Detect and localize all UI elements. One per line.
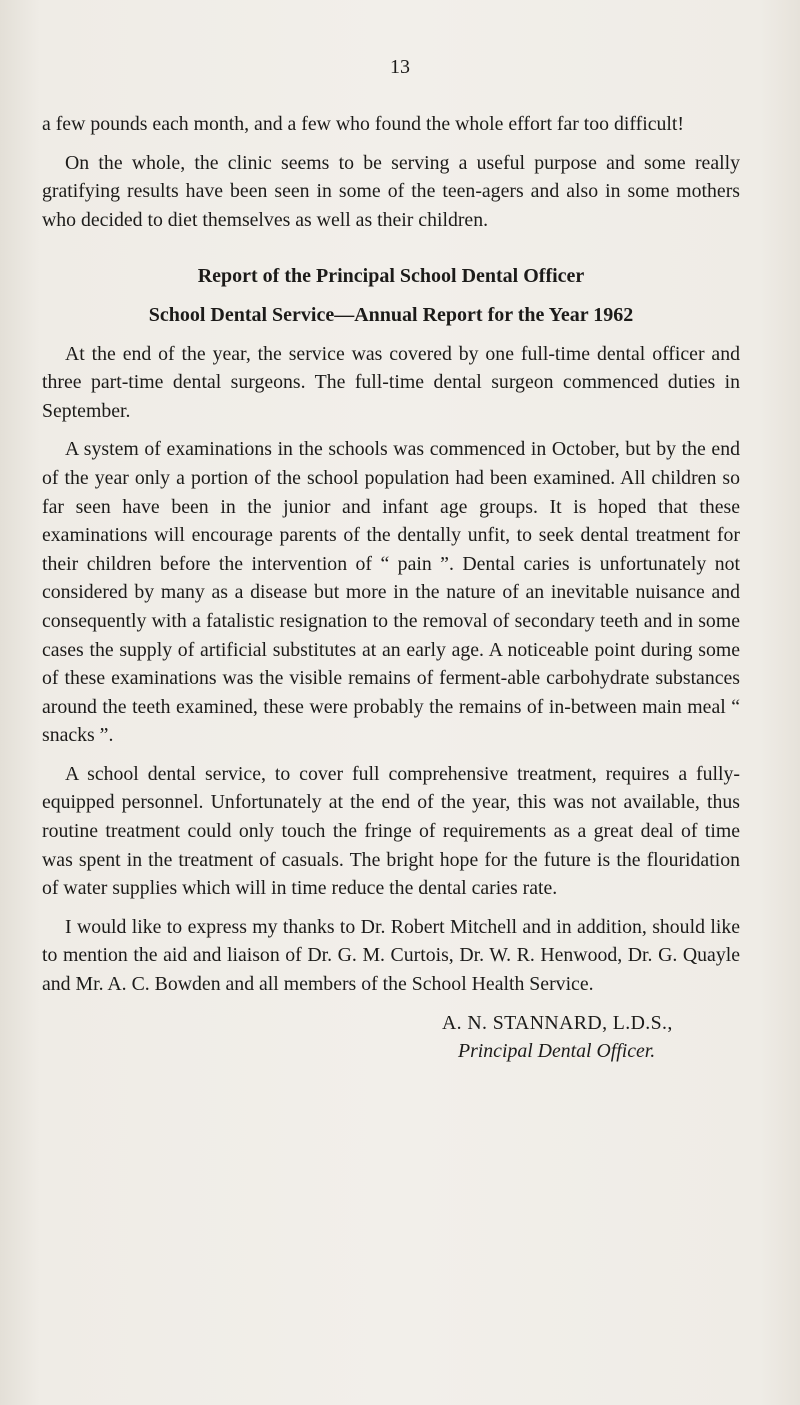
signature-name: A. N. STANNARD, L.D.S.,: [442, 1011, 673, 1034]
paragraph-thanks: I would like to express my thanks to Dr. Robert Mitchell and in addition, should like to mention the aid and liaison of Dr. G. M. Curtois, Dr. W. R. Henwood, Dr. G. Quayle and Mr. A. C. Bowden and all members of the School Health Service.: [42, 915, 740, 996]
page-content: [42, 110, 740, 1066]
paragraph-staffing: At the end of the year, the service was covered by one full-time dental officer and three part-time dental surgeons. The full-time dental surgeon commenced duties in September.: [42, 342, 740, 422]
page-number: 13: [390, 56, 410, 78]
paragraph-treatment: A school dental service, to cover full comprehensive treatment, requires a fully-equipped personnel. Unfortunately at the end of the year, this was not available, thus routine treatment could only touch the fringe of requirements as a great deal of time was spent in the treatment of casuals. The bright hope for the future is the flouridation of water supplies which will in time reduce the dental caries rate.: [42, 762, 740, 900]
paragraph-clinic-summary: On the whole, the clinic seems to be serving a useful purpose and some really gratifying results have been seen in some of the teen-agers and also in some mothers who decided to diet themselves as well as their children.: [42, 151, 740, 231]
signature-block: [42, 1009, 740, 1066]
report-subheading: School Dental Service—Annual Report for the Year 1962: [148, 303, 634, 326]
report-heading: Report of the Principal School Dental Officer: [197, 265, 585, 288]
paragraph-examinations: A system of examinations in the schools was commenced in October, but by the end of the year only a portion of the school population had been examined. All children so far seen have been in the junior and infant age groups. It is hoped that these examinations will encourage parents of the dentally unfit, to seek dental treatment for their children before the intervention of “ pain ”. Dental caries is unfortunately not considered by many as a disease but more in the nature of an inevitable nuisance and consequently with a fatalistic resignation to the removal of secondary teeth and in some cases the supply of artificial substitutes at an early age. A noticeable point during some of these examinations was the visible remains of ferment-able carbohydrate substances around the teeth examined, these were probably the remains of in-between main meal “ snacks ”.: [42, 438, 740, 747]
paragraph-continuation: a few pounds each month, and a few who found the whole effort far too difficult!: [42, 113, 684, 135]
signature-title: Principal Dental Officer.: [458, 1040, 656, 1063]
